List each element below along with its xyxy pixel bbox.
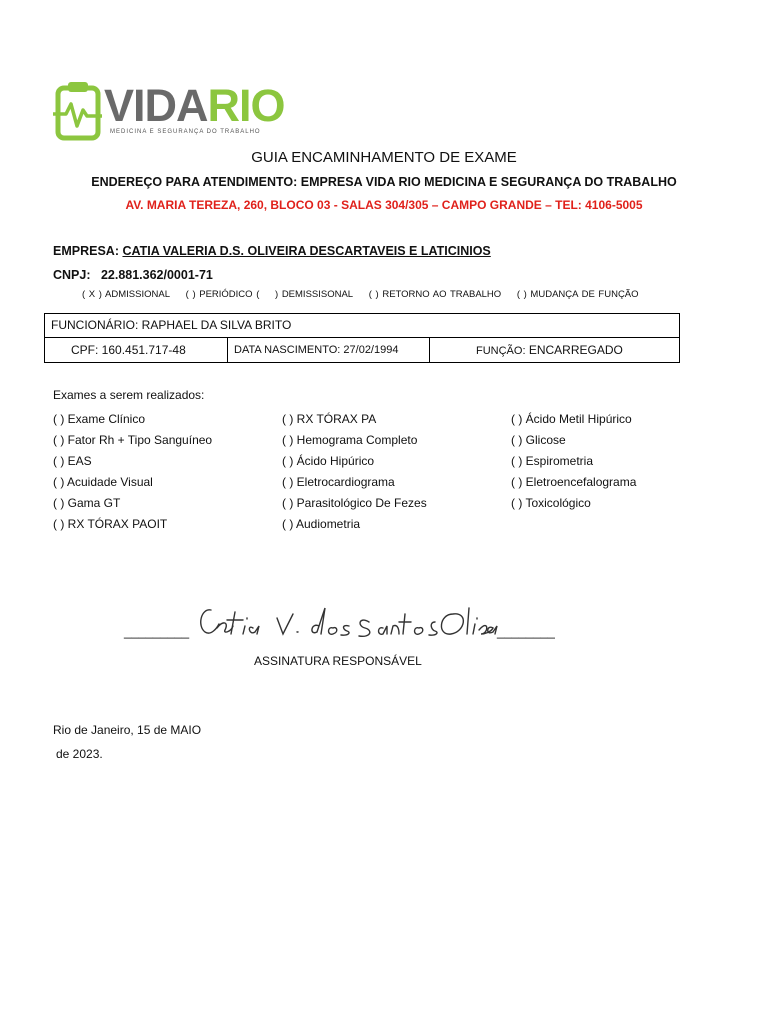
- exam-item: ( ) RX TÓRAX PAOIT: [53, 517, 168, 531]
- exam-item: ( ) Toxicológico: [511, 496, 591, 510]
- exam-item: ( ) Eletroencefalograma: [511, 475, 637, 489]
- company-label: EMPRESA:: [53, 244, 119, 258]
- exam-item: ( ) Gama GT: [53, 496, 121, 510]
- cnpj-line: [53, 268, 213, 282]
- exam-item: ( ) Ácido Metil Hipúrico: [511, 412, 632, 426]
- exam-item: ( ) Espirometria: [511, 454, 594, 468]
- logo-tagline: MEDICINA E SEGURANÇA DO TRABALHO: [110, 129, 261, 135]
- clipboard-icon: [53, 82, 102, 138]
- employee-birthdate: DATA NASCIMENTO: 27/02/1994: [228, 338, 430, 363]
- exam-item: ( ) Parasitológico De Fezes: [282, 496, 427, 510]
- logo-wordmark: VIDARIO: [104, 80, 285, 131]
- company-line: [53, 244, 491, 258]
- exam-item: ( ) Glicose: [511, 433, 566, 447]
- exam-item: ( ) RX TÓRAX PA: [282, 412, 377, 426]
- exam-item: ( ) Fator Rh + Tipo Sanguíneo: [53, 433, 213, 447]
- exams-heading: Exames a serem realizados:: [53, 388, 205, 402]
- service-address-heading: ENDEREÇO PARA ATENDIMENTO: EMPRESA VIDA RIO MEDICINA E SEGURANÇA DO TRABALHO: [91, 175, 677, 189]
- employee-table: [44, 313, 680, 363]
- employee-name-row: [45, 314, 679, 338]
- year: de 2023.: [56, 747, 103, 761]
- exam-item: ( ) Eletrocardiograma: [282, 475, 395, 489]
- signature-line-right: ________: [497, 624, 555, 639]
- employee-name: FUNCIONÁRIO: RAPHAEL DA SILVA BRITO: [51, 318, 292, 332]
- employee-cpf: CPF: 160.451.717-48: [45, 338, 228, 363]
- service-address: AV. MARIA TEREZA, 260, BLOCO 03 - SALAS 304/305 – CAMPO GRANDE – TEL: 4106-5005: [125, 198, 643, 212]
- exam-item: ( ) EAS: [53, 454, 92, 468]
- cnpj-label: CNPJ:: [53, 268, 91, 282]
- exam-item: ( ) Audiometria: [282, 517, 361, 531]
- company-name: CATIA VALERIA D.S. OLIVEIRA DESCARTAVEIS E LATICINIOS: [122, 244, 491, 258]
- handwritten-signature: [193, 598, 503, 646]
- exam-type-options: [82, 289, 651, 300]
- exam-type-retorno: ( ) RETORNO AO TRABALHO: [368, 289, 502, 300]
- exam-item: ( ) Hemograma Completo: [282, 433, 418, 447]
- exam-type-admissional: ( X ) ADMISSIONAL: [82, 289, 170, 300]
- exam-type-periodico: ( ) PERIÓDICO (: [185, 289, 260, 300]
- exam-type-mudanca: ( ) MUDANÇA DE FUNÇÃO: [516, 289, 639, 300]
- signature-caption: ASSINATURA RESPONSÁVEL: [254, 654, 422, 668]
- exam-item: ( ) Exame Clínico: [53, 412, 146, 426]
- signature-line-left: _________: [124, 624, 190, 639]
- exam-type-demissional: ) DEMISSISONAL: [275, 289, 354, 300]
- place-date: Rio de Janeiro, 15 de MAIO: [53, 723, 202, 737]
- document-title: GUIA ENCAMINHAMENTO DE EXAME: [251, 149, 517, 166]
- employee-function: [430, 338, 679, 363]
- function-label: FUNÇÃO:: [476, 345, 526, 357]
- exam-item: ( ) Acuidade Visual: [53, 475, 153, 489]
- function-value: ENCARREGADO: [528, 343, 623, 357]
- cnpj-value: 22.881.362/0001-71: [100, 268, 213, 282]
- exam-item: ( ) Ácido Hipúrico: [282, 454, 375, 468]
